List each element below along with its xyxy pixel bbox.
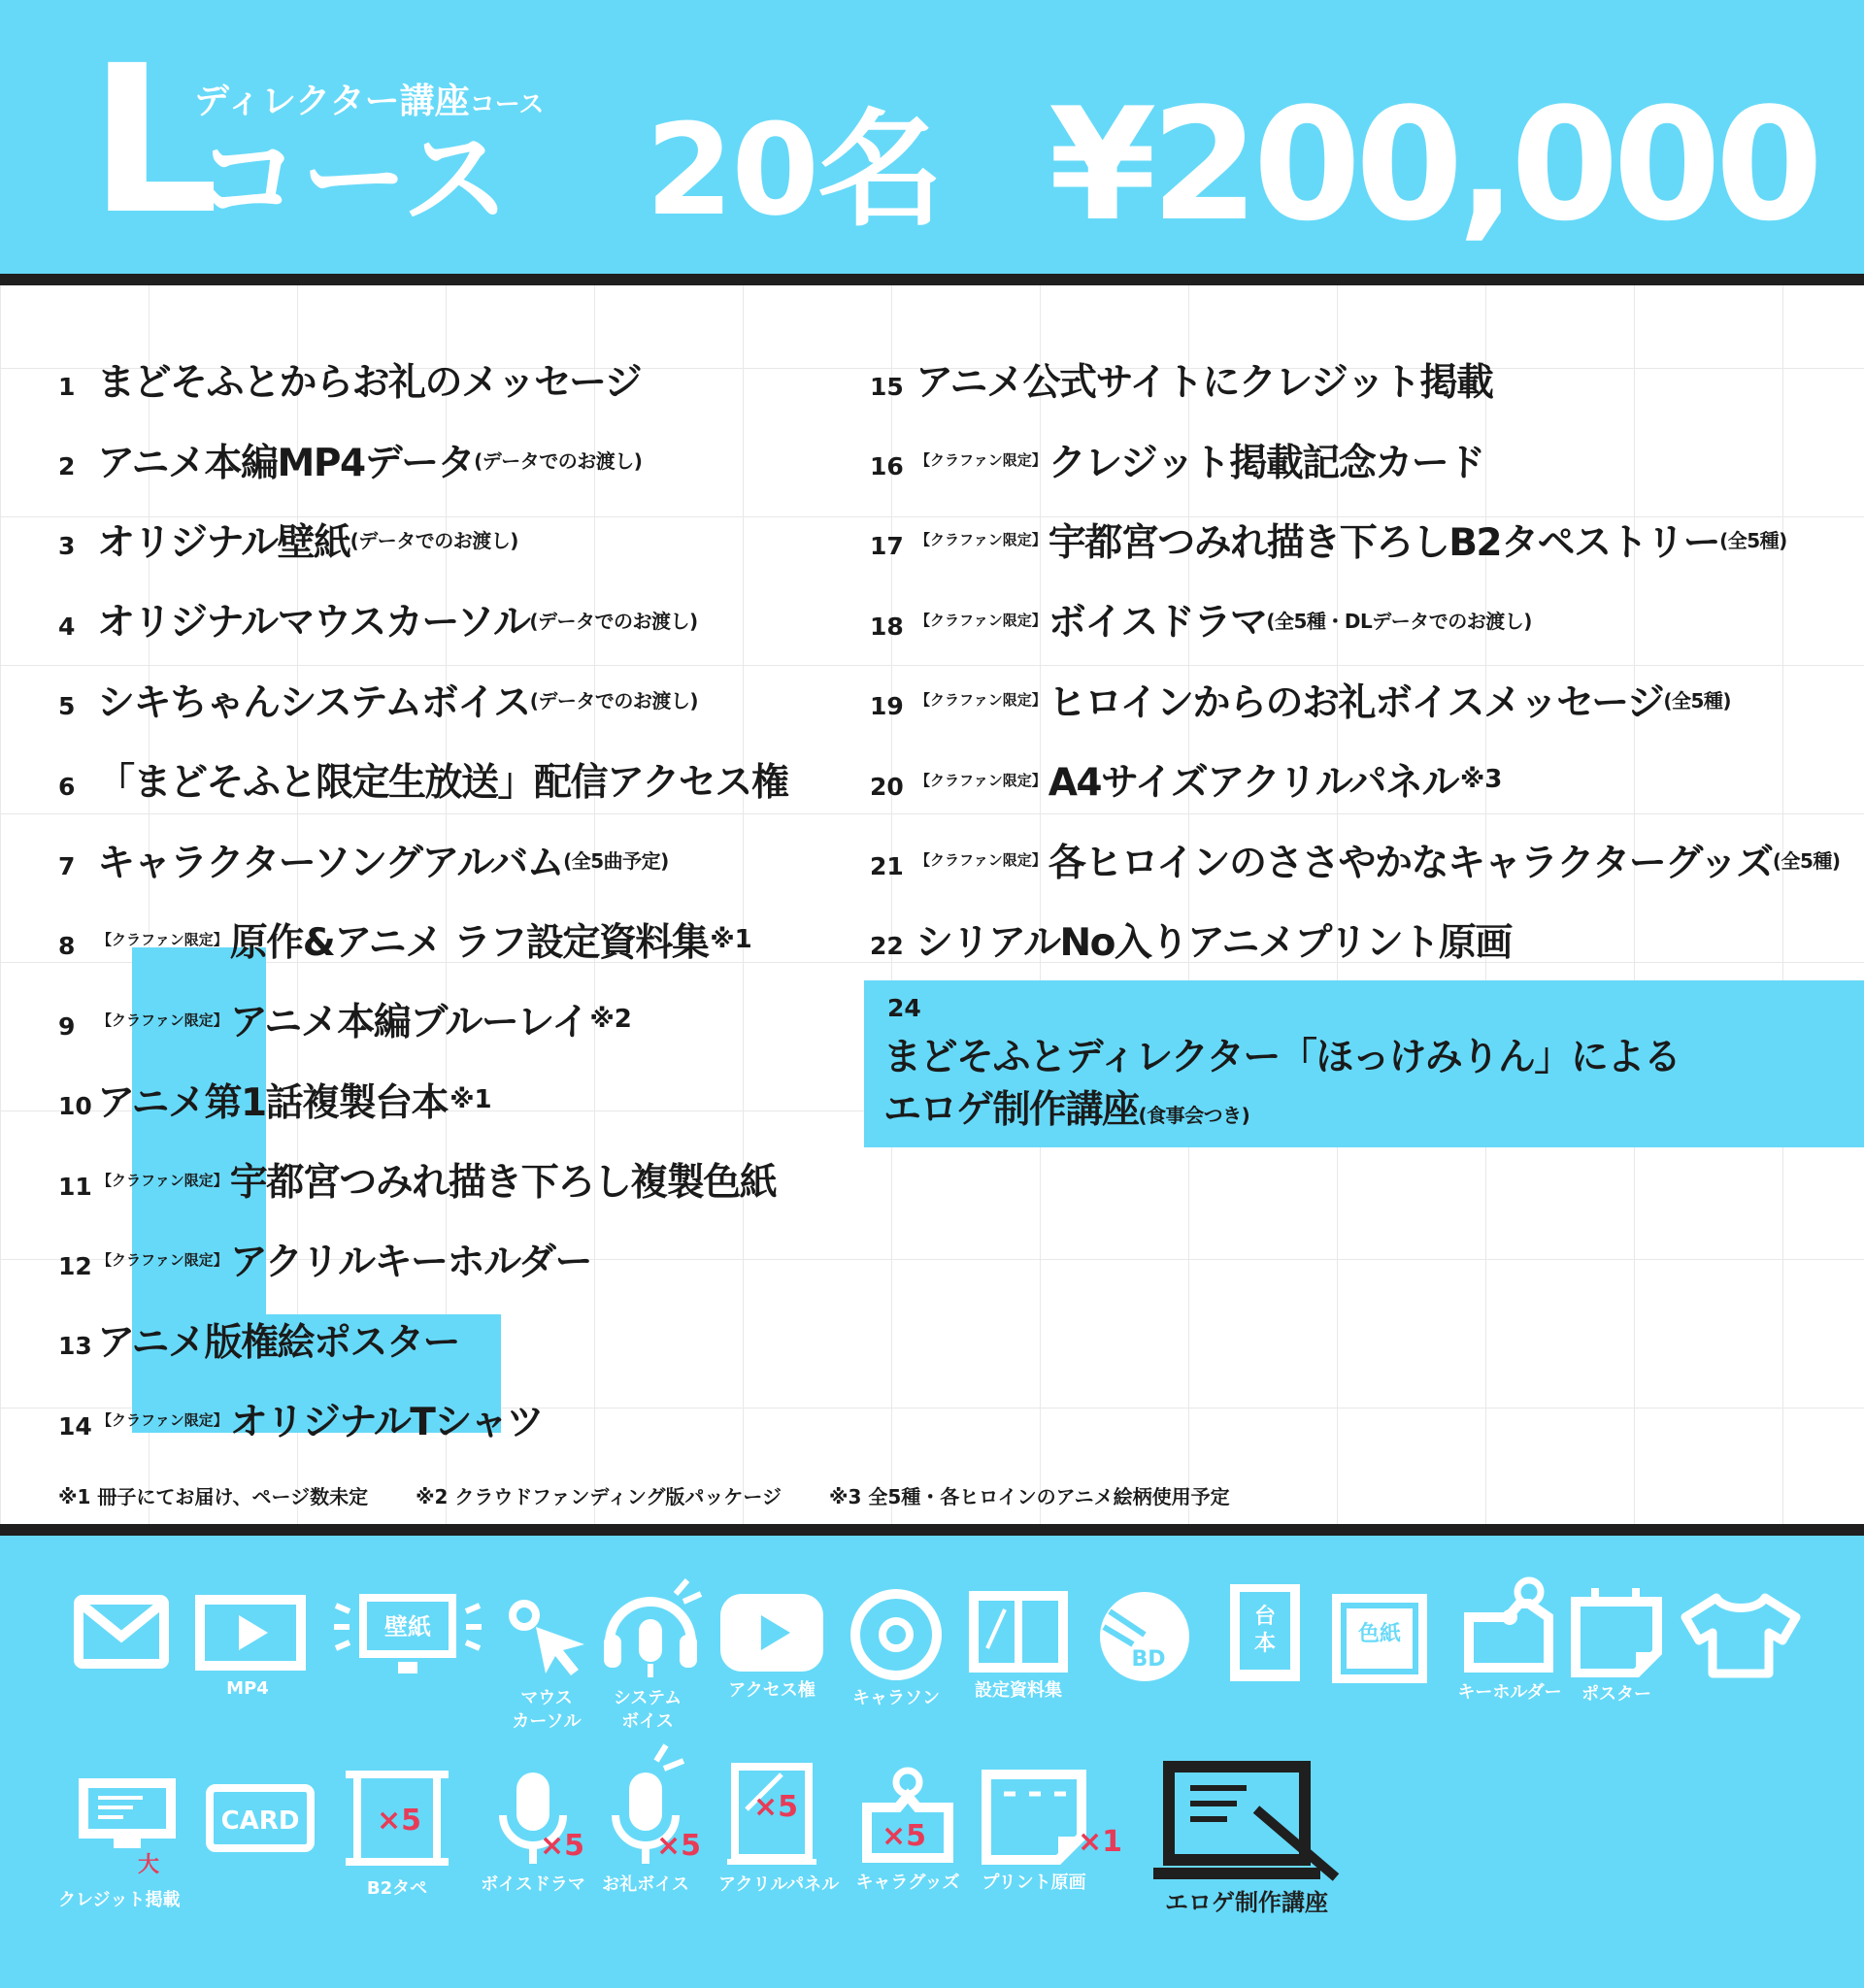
reward-item (58, 340, 787, 419)
footnote-1: ※1 冊子にてお届け、ページ数未定 (58, 1485, 369, 1508)
large-badge: 大 (138, 1853, 160, 1877)
reward-item (58, 660, 787, 740)
reward-item (58, 979, 787, 1059)
reward-item (870, 819, 1841, 899)
icon-label: プリント原画 (982, 1872, 1086, 1893)
item-24-subtitle (883, 1079, 1249, 1134)
icon-label: ボイスドラマ (481, 1874, 585, 1895)
goods-multiplier: ×5 (882, 1819, 927, 1853)
reward-item (58, 819, 787, 899)
reward-item (870, 660, 1841, 740)
crowdfunding-limited-tag: 【クラファン限定】 (97, 1410, 228, 1429)
reward-item (58, 900, 787, 979)
credit-monitor-icon (74, 1774, 181, 1877)
item-title: キャラクターソングアルバム (97, 841, 564, 885)
item-note: (データでのお渡し) (474, 449, 643, 474)
crowdfunding-limited-tag: 【クラファン限定】 (915, 851, 1047, 870)
crowdfunding-limited-tag: 【クラファン限定】 (97, 1171, 228, 1189)
item-number: 15 (870, 372, 904, 401)
item-title: オリジナルTシャツ (229, 1401, 544, 1445)
crowdfunding-limited-tag: 【クラファン限定】 (97, 1011, 228, 1029)
header-banner (0, 0, 1864, 274)
item-title: 原作&アニメ ラフ設定資料集 (229, 920, 709, 965)
item-note: (データでのお渡し) (350, 529, 518, 553)
crowdfunding-limited-tag: 【クラファン限定】 (915, 451, 1047, 470)
footnote-3: ※3 全5種・各ヒロインのアニメ絵柄使用予定 (829, 1485, 1230, 1508)
bd-icon-text: BD (1131, 1647, 1166, 1672)
item-number: 19 (870, 692, 904, 721)
reward-item (870, 740, 1841, 819)
seat-count: 20名 (646, 96, 942, 244)
icon-label: お礼ボイス (602, 1874, 689, 1895)
item-note: (全5種) (1663, 689, 1732, 713)
icon-label: システム ボイス (613, 1688, 682, 1733)
crowdfunding-limited-tag: 【クラファン限定】 (915, 771, 1047, 789)
chara-goods-icon (854, 1765, 961, 1895)
subtitle-suffix: コース (469, 90, 545, 119)
item-title: 各ヒロインのささやかなキャラクターグッズ (1048, 841, 1773, 885)
reward-item (58, 419, 787, 499)
item-title: クレジット掲載記念カード (1048, 441, 1484, 485)
icon-label: キャラグッズ (855, 1872, 960, 1893)
reward-item (58, 1379, 787, 1459)
reward-item (870, 900, 1841, 979)
item-note: (データでのお渡し) (529, 609, 698, 633)
item-note: (全5曲予定) (563, 849, 669, 874)
item-note: (全5種) (1719, 529, 1787, 553)
item-title: アニメ公式サイトにクレジット掲載 (915, 361, 1493, 406)
reward-item (870, 340, 1841, 419)
item-title: アニメ版権絵ポスター (97, 1320, 460, 1365)
item-title: アニメ第1話複製台本 (97, 1080, 449, 1125)
item-title: 宇都宮つみれ描き下ろしB2タペストリー (1048, 520, 1720, 565)
tapestry-icon (344, 1765, 450, 1901)
item-title: A4サイズアクリルパネル (1048, 761, 1459, 806)
item-title: 宇都宮つみれ描き下ろし複製色紙 (229, 1161, 777, 1206)
item-note: (データでのお渡し) (529, 689, 698, 713)
keychain-icon (1456, 1574, 1563, 1705)
item-number: 16 (870, 452, 904, 481)
item-number: 10 (58, 1092, 92, 1121)
item-number: 21 (870, 852, 904, 881)
wallpaper-monitor-icon (330, 1586, 485, 1679)
print-art-icon (981, 1769, 1123, 1895)
laptop-pen-icon (1149, 1761, 1344, 1918)
item-number: 11 (58, 1172, 92, 1201)
item-number: 13 (58, 1332, 92, 1361)
reward-list-right (870, 340, 1841, 979)
item-note: (全5種・DLデータでのお渡し) (1266, 609, 1532, 633)
voice-drama-multiplier: ×5 (540, 1829, 585, 1863)
reward-item (58, 580, 787, 659)
reward-item (58, 1060, 787, 1140)
item-number: 6 (58, 772, 76, 801)
reward-item-24-highlight (864, 980, 1864, 1147)
credit-label: クレジット掲載 (58, 1890, 181, 1910)
item-number: 22 (870, 932, 904, 961)
acrylic-multiplier: ×5 (753, 1790, 799, 1824)
item-footnote-ref: ※1 (449, 1084, 492, 1114)
item-title: アニメ本編MP4データ (97, 441, 475, 485)
reward-item (58, 740, 787, 819)
item-title: ヒロインからのお礼ボイスメッセージ (1048, 680, 1664, 725)
item-footnote-ref: ※2 (589, 1005, 632, 1035)
wallpaper-icon-text: 壁紙 (384, 1613, 431, 1640)
item-number: 7 (58, 852, 76, 881)
course-name: コース (194, 117, 510, 242)
item-24-main: エロゲ制作講座 (883, 1088, 1139, 1132)
item-number: 18 (870, 612, 904, 641)
reward-item (58, 1140, 787, 1219)
subtitle-text: ディレクター講座 (194, 82, 470, 121)
item-number: 4 (58, 612, 76, 641)
footnotes (58, 1481, 1271, 1509)
thank-voice-multiplier: ×5 (656, 1829, 702, 1863)
course-letter: L (89, 21, 216, 259)
item-number: 2 (58, 452, 76, 481)
reward-list-section (0, 285, 1864, 1524)
icon-label: 設定資料集 (975, 1680, 1062, 1701)
reward-item (870, 419, 1841, 499)
icon-label: キャラソン (852, 1688, 940, 1708)
svg-text:本: 本 (1253, 1632, 1277, 1656)
item-number: 17 (870, 532, 904, 561)
reward-item (58, 1300, 787, 1379)
course-subtitle (194, 74, 544, 123)
item-title: シリアルNo入りアニメプリント原画 (915, 920, 1512, 965)
icon-label: MP4 (226, 1678, 269, 1699)
microphone-icon (480, 1767, 586, 1897)
icon-label: マウス カーソル (512, 1688, 582, 1733)
item-24-note: (食事会つき) (1138, 1104, 1250, 1127)
item-number: 3 (58, 532, 76, 561)
svg-text:台: 台 (1253, 1605, 1277, 1629)
item-footnote-ref: ※3 (1460, 765, 1503, 795)
item-footnote-ref: ※1 (710, 924, 752, 954)
icon-label: B2タペ (366, 1878, 428, 1899)
icon-label: キーホルダー (1457, 1682, 1562, 1703)
bluray-disc-icon (1091, 1588, 1198, 1685)
header-divider (0, 274, 1864, 285)
icon-label: アクセス権 (728, 1680, 816, 1701)
item-number: 8 (58, 932, 76, 961)
reward-item (58, 1219, 787, 1299)
acrylic-panel-icon (718, 1761, 840, 1897)
crowdfunding-limited-tag: 【クラファン限定】 (915, 691, 1047, 710)
item-title: アニメ本編ブルーレイ (229, 1001, 588, 1045)
icon-label: ポスター (1581, 1684, 1651, 1705)
icon-label: アクリルパネル (718, 1874, 840, 1895)
item-title: オリジナルマウスカーソル (97, 601, 530, 646)
item-title: 「まどそふと限定生放送」配信アクセス権 (97, 761, 788, 806)
item-number: 1 (58, 372, 76, 401)
item-number: 5 (58, 692, 76, 721)
tshirt-icon (1678, 1590, 1804, 1679)
item-title: ボイスドラマ (1048, 601, 1267, 646)
envelope-icon (68, 1594, 175, 1672)
shikishi-icon-text: 色紙 (1357, 1622, 1402, 1646)
item-number: 14 (58, 1411, 92, 1441)
reward-item (870, 500, 1841, 580)
item-title: まどそふとからお礼のメッセージ (97, 361, 642, 406)
item-number: 12 (58, 1251, 92, 1280)
stream-play-icon (718, 1592, 825, 1703)
reward-item (870, 580, 1841, 659)
print-multiplier: ×1 (1078, 1825, 1123, 1859)
mouse-cursor-icon (493, 1594, 600, 1735)
crowdfunding-limited-tag: 【クラファン限定】 (97, 1250, 228, 1269)
course-price: ¥200,000 (1048, 74, 1818, 255)
video-play-icon (194, 1594, 301, 1701)
crowdfunding-limited-tag: 【クラファン限定】 (915, 531, 1047, 549)
footnote-2: ※2 クラウドファンディング版パッケージ (416, 1485, 782, 1508)
card-icon-text: CARD (220, 1806, 300, 1836)
open-book-icon (965, 1590, 1072, 1703)
item-title: アクリルキーホルダー (229, 1241, 591, 1285)
card-icon (206, 1784, 313, 1852)
script-book-icon (1214, 1580, 1320, 1687)
poster-icon (1563, 1584, 1670, 1706)
icon-legend (0, 1536, 1864, 1988)
icon-label: エロゲ制作講座 (1165, 1889, 1328, 1916)
headset-mic-icon (594, 1574, 701, 1735)
microphone-voice-icon (592, 1741, 702, 1897)
crowdfunding-limited-tag: 【クラファン限定】 (915, 611, 1047, 629)
crowdfunding-limited-tag: 【クラファン限定】 (97, 931, 228, 949)
footer-divider (0, 1524, 1864, 1536)
item-title: オリジナル壁紙 (97, 520, 350, 565)
item-title: シキちゃんシステムボイス (97, 680, 530, 725)
item-24-title: まどそふとディレクター「ほっけみりん」による (883, 1036, 1681, 1079)
item-number: 20 (870, 772, 904, 801)
cd-icon (843, 1588, 949, 1710)
item-number: 24 (887, 994, 921, 1022)
item-note: (全5種) (1772, 849, 1841, 874)
tapestry-multiplier: ×5 (377, 1804, 422, 1838)
reward-list-left (58, 340, 787, 1459)
shikishi-board-icon (1326, 1590, 1433, 1687)
item-number: 9 (58, 1011, 76, 1041)
reward-item (58, 500, 787, 580)
